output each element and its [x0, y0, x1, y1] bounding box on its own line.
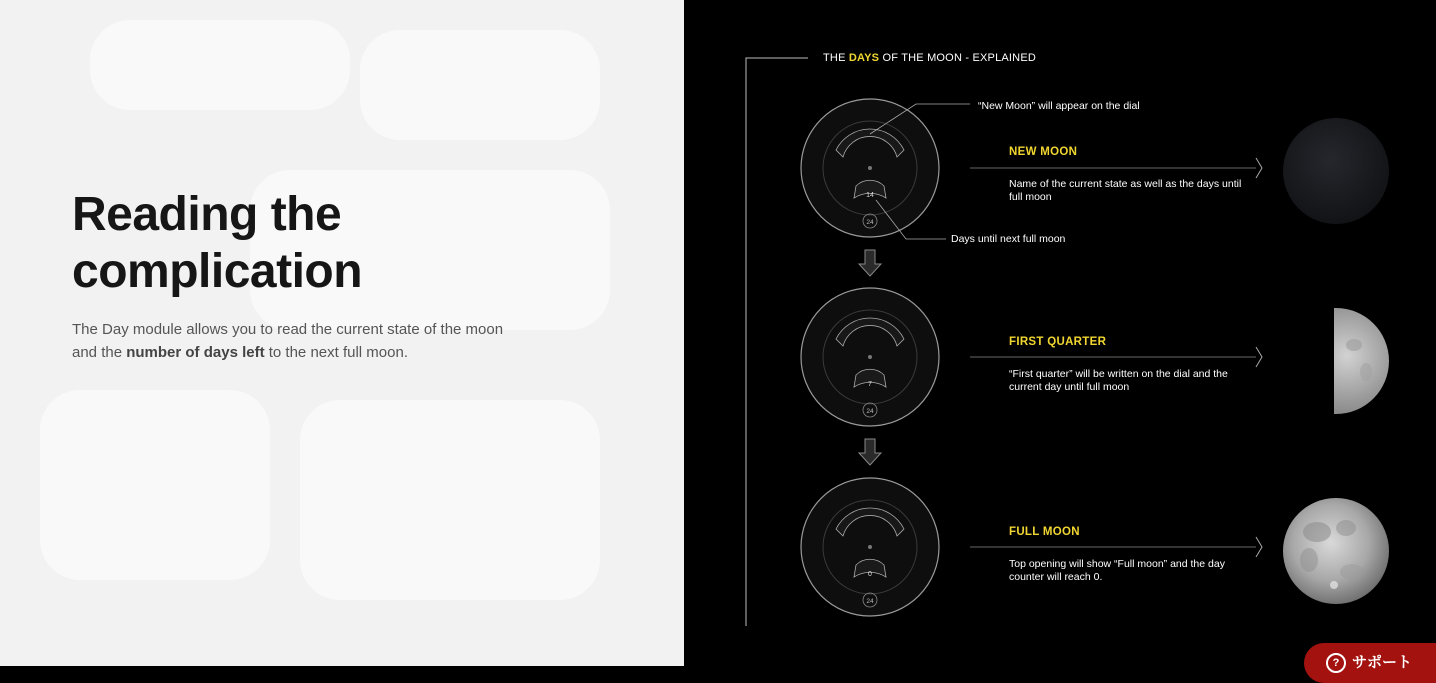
- title-line-1: Reading the: [72, 188, 342, 241]
- callout-new-moon-dial: “New Moon” will appear on the dial: [978, 100, 1140, 112]
- left-panel: [0, 0, 684, 666]
- state-name-new-moon: NEW MOON: [1009, 146, 1078, 158]
- new-moon-image: [1283, 118, 1389, 224]
- dial-new-moon: [801, 99, 939, 237]
- description: [72, 318, 532, 364]
- pointer-first-quarter: [970, 347, 1262, 367]
- title-line-2: complication: [72, 245, 363, 298]
- pointer-full-moon: [970, 537, 1262, 557]
- callout-days-until-full: Days until next full moon: [951, 233, 1066, 245]
- description-bold: number of days left: [126, 344, 265, 361]
- support-button-label: サポート: [1352, 654, 1413, 671]
- state-desc-new-moon: Name of the current state as well as the days until full moon: [1009, 178, 1242, 203]
- question-icon: ?: [1326, 653, 1346, 673]
- first-quarter-moon-image: [1283, 308, 1389, 414]
- state-name-full-moon: FULL MOON: [1009, 526, 1080, 538]
- background-shape: [40, 390, 270, 580]
- heading-post: OF THE MOON - EXPLAINED: [879, 52, 1037, 64]
- moon-infographic: [684, 0, 1436, 666]
- down-arrow-icon: [859, 250, 881, 276]
- pointer-new-moon: [970, 158, 1262, 178]
- dial-first-quarter: [801, 288, 939, 426]
- infographic-heading: [823, 52, 1036, 65]
- full-moon-image: [1283, 498, 1389, 604]
- dial-count: 7: [868, 381, 872, 388]
- dial-badge: 24: [866, 408, 874, 415]
- background-shape: [300, 400, 600, 600]
- background-shape: [90, 20, 350, 110]
- heading-highlight: DAYS: [848, 52, 880, 64]
- support-button[interactable]: [1304, 643, 1436, 683]
- dial-badge: 24: [866, 219, 874, 226]
- state-name-first-quarter: FIRST QUARTER: [1009, 336, 1107, 348]
- state-desc-first-quarter: “First quarter” will be written on the dial and the current day until full moon: [1009, 368, 1228, 393]
- bracket-line: [746, 58, 808, 626]
- description-text-end: to the next full moon.: [264, 344, 408, 361]
- background-shape: [360, 30, 600, 140]
- dial-count: 0: [868, 571, 872, 578]
- heading-pre: THE: [823, 52, 849, 64]
- dial-count: 14: [866, 192, 874, 199]
- state-desc-full-moon: Top opening will show “Full moon” and the day counter will reach 0.: [1009, 558, 1225, 583]
- dial-full-moon: [801, 478, 939, 616]
- description-text: The Day module allows you to read the current state of the moon and the: [72, 321, 504, 361]
- dial-badge: 24: [866, 598, 874, 605]
- page-title: [72, 186, 362, 300]
- down-arrow-icon: [859, 439, 881, 465]
